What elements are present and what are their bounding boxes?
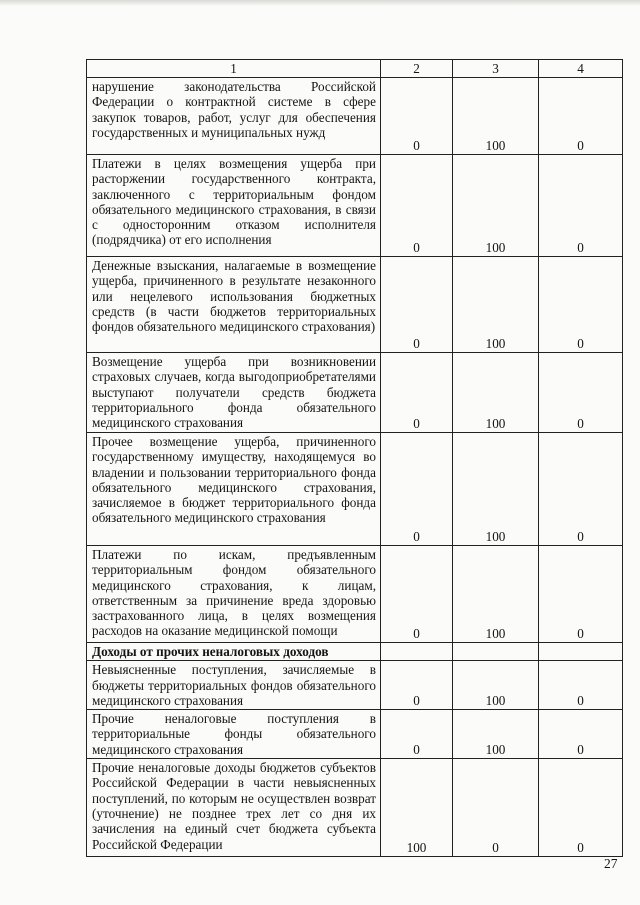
table-row [87, 661, 623, 710]
row-value-col-2: 0 [381, 155, 453, 257]
row-value-col-3: 100 [453, 433, 539, 546]
row-value-col-4: 0 [539, 661, 623, 710]
table-row [87, 433, 623, 546]
row-description: Прочие неналоговые доходы бюджетов субъектов Российской Федерации в части невыясненных поступлений, по которым не осуществлен возврат (уточнение) не позднее трех лет со дня их зачисления на единый счет бюджета субъекта Российской Федерации [87, 759, 381, 857]
row-value-col-2: 0 [381, 710, 453, 759]
table-row [87, 155, 623, 257]
header-col-4: 4 [539, 60, 623, 78]
row-value-col-3 [453, 643, 539, 661]
row-description: Платежи в целях возмещения ущерба при расторжении государственного контракта, заключенного с территориальным фондом обязательного медицинского страхования, в связи с односторонним отказом исполнителя (подрядчика) от его исполнения [87, 155, 381, 257]
row-description: Невыясненные поступления, зачисляемые в бюджеты территориальных фондов обязательного медицинского страхования [87, 661, 381, 710]
section-heading: Доходы от прочих неналоговых доходов [87, 643, 381, 661]
table-section-row [87, 643, 623, 661]
row-description: Платежи по искам, предъявленным территориальным фондом обязательного медицинского страхования, к лицам, ответственным за причинение вреда здоровью застрахованного лица, в целях возмещения расходов на оказание медицинской помощи [87, 546, 381, 643]
row-value-col-4 [539, 643, 623, 661]
row-value-col-3: 100 [453, 257, 539, 353]
row-value-col-2: 0 [381, 661, 453, 710]
row-value-col-2: 0 [381, 353, 453, 433]
row-value-col-4: 0 [539, 78, 623, 155]
row-description: Денежные взыскания, налагаемые в возмещение ущерба, причиненного в результате незаконного или нецелевого использования бюджетных средств (в части бюджетов территориальных фондов обязательного медицинского страхования) [87, 257, 381, 353]
row-value-col-4: 0 [539, 353, 623, 433]
scan-top-edge [0, 0, 640, 6]
revenue-allocation-table [86, 59, 623, 857]
row-value-col-2: 100 [381, 759, 453, 857]
row-value-col-3: 100 [453, 661, 539, 710]
row-value-col-4: 0 [539, 710, 623, 759]
row-value-col-2: 0 [381, 257, 453, 353]
page-number: 27 [604, 856, 618, 871]
row-value-col-4: 0 [539, 155, 623, 257]
row-value-col-4: 0 [539, 257, 623, 353]
row-value-col-4: 0 [539, 759, 623, 857]
header-col-1: 1 [87, 60, 381, 78]
row-value-col-2 [381, 643, 453, 661]
row-value-col-4: 0 [539, 433, 623, 546]
row-value-col-4: 0 [539, 546, 623, 643]
table-row [87, 257, 623, 353]
row-description: Прочее возмещение ущерба, причиненного государственному имуществу, находящемуся во владении и пользовании территориального фонда обязательного медицинского страхования, зачисляемое в бюджет территориального фонда обязательного медицинского страхования [87, 433, 381, 546]
header-col-3: 3 [453, 60, 539, 78]
row-value-col-3: 100 [453, 78, 539, 155]
table-row [87, 546, 623, 643]
table-row [87, 78, 623, 155]
table-row [87, 759, 623, 857]
row-description: Возмещение ущерба при возникновении страховых случаев, когда выгодоприобретателями выступают получатели средств бюджета территориального фонда обязательного медицинского страхования [87, 353, 381, 433]
row-value-col-3: 100 [453, 710, 539, 759]
row-value-col-3: 100 [453, 155, 539, 257]
row-description: нарушение законодательства Российской Федерации о контрактной системе в сфере закупок товаров, работ, услуг для обеспечения государственных и муниципальных нужд [87, 78, 381, 155]
row-value-col-3: 100 [453, 546, 539, 643]
row-value-col-3: 100 [453, 353, 539, 433]
table-row [87, 353, 623, 433]
row-value-col-3: 0 [453, 759, 539, 857]
header-col-2: 2 [381, 60, 453, 78]
table-header-row [87, 60, 623, 78]
row-value-col-2: 0 [381, 546, 453, 643]
row-description: Прочие неналоговые поступления в территориальные фонды обязательного медицинского страхования [87, 710, 381, 759]
row-value-col-2: 0 [381, 78, 453, 155]
row-value-col-2: 0 [381, 433, 453, 546]
table-row [87, 710, 623, 759]
